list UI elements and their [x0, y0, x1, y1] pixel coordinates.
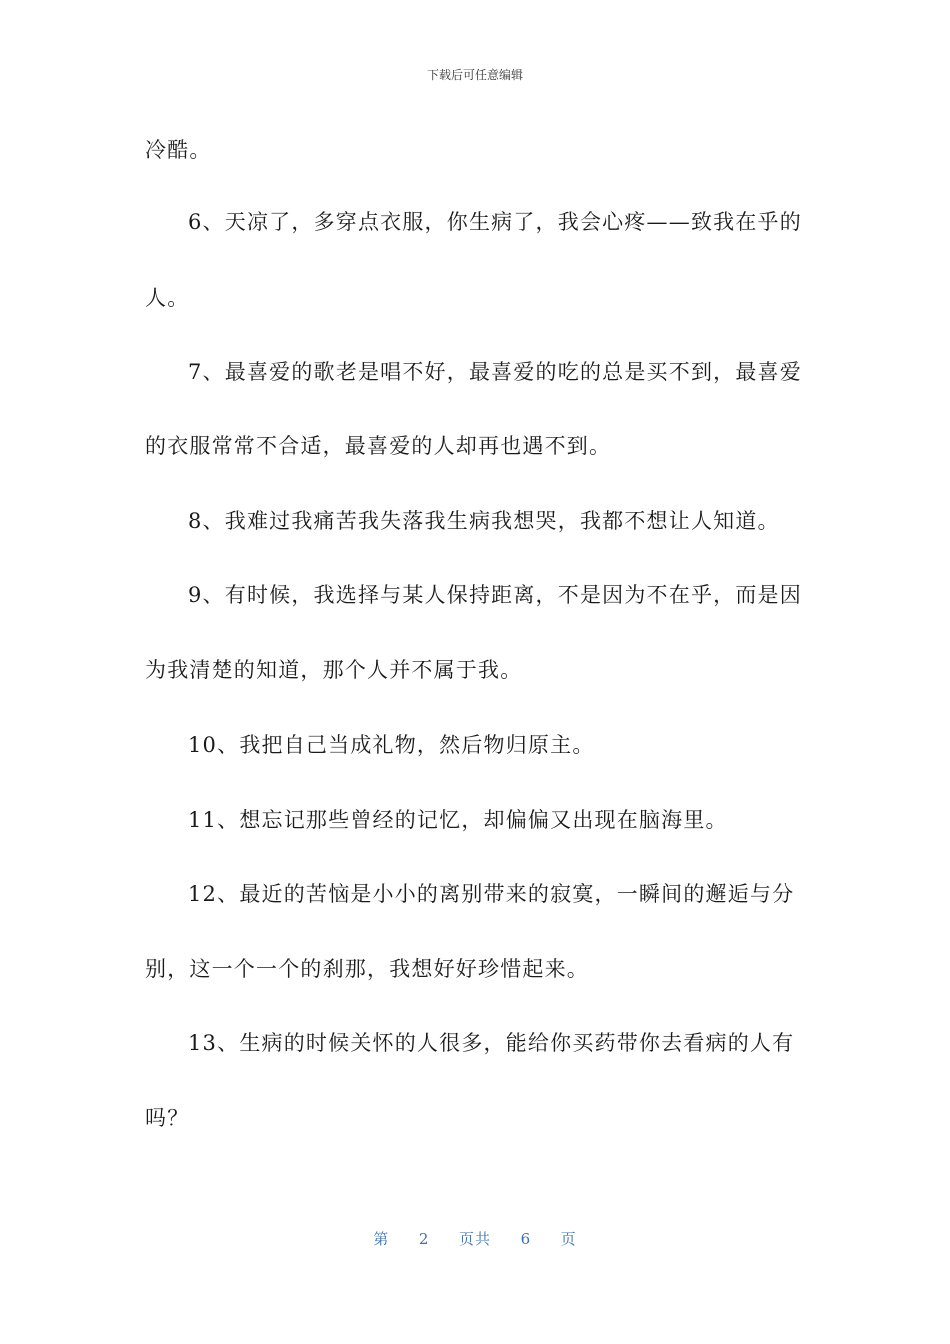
page-header: 下载后可任意编辑: [426, 68, 523, 82]
current-page-number: 2: [418, 1230, 430, 1248]
text-line: 人。: [145, 286, 190, 310]
page-footer: [0, 1228, 950, 1249]
text-line: 冷酷。: [145, 138, 212, 162]
text-line: 9、有时候，我选择与某人保持距离，不是因为不在乎，而是因: [188, 583, 802, 607]
text-line: 的衣服常常不合适，最喜爱的人却再也遇不到。: [145, 434, 612, 458]
page-suffix: 页: [560, 1230, 577, 1248]
text-line: 12、最近的苦恼是小小的离别带来的寂寞，一瞬间的邂逅与分: [188, 882, 795, 906]
text-line: 11、想忘记那些曾经的记忆，却偏偏又出现在脑海里。: [188, 808, 728, 832]
text-line: 别，这一个一个的刹那，我想好好珍惜起来。: [145, 957, 589, 981]
text-line: 为我清楚的知道，那个人并不属于我。: [145, 658, 523, 682]
text-line: 吗？: [145, 1106, 190, 1130]
text-line: 13、生病的时候关怀的人很多，能给你买药带你去看病的人有: [188, 1031, 795, 1055]
page-prefix: 第: [373, 1230, 390, 1248]
total-pages-number: 6: [520, 1230, 532, 1248]
page-total-label: 页共: [458, 1230, 491, 1248]
text-line: 7、最喜爱的歌老是唱不好，最喜爱的吃的总是买不到，最喜爱: [188, 360, 802, 384]
text-line: 8、我难过我痛苦我失落我生病我想哭，我都不想让人知道。: [188, 509, 780, 533]
text-line: 6、天凉了，多穿点衣服，你生病了，我会心疼——致我在乎的: [188, 210, 802, 234]
text-line: 10、我把自己当成礼物，然后物归原主。: [188, 733, 595, 757]
